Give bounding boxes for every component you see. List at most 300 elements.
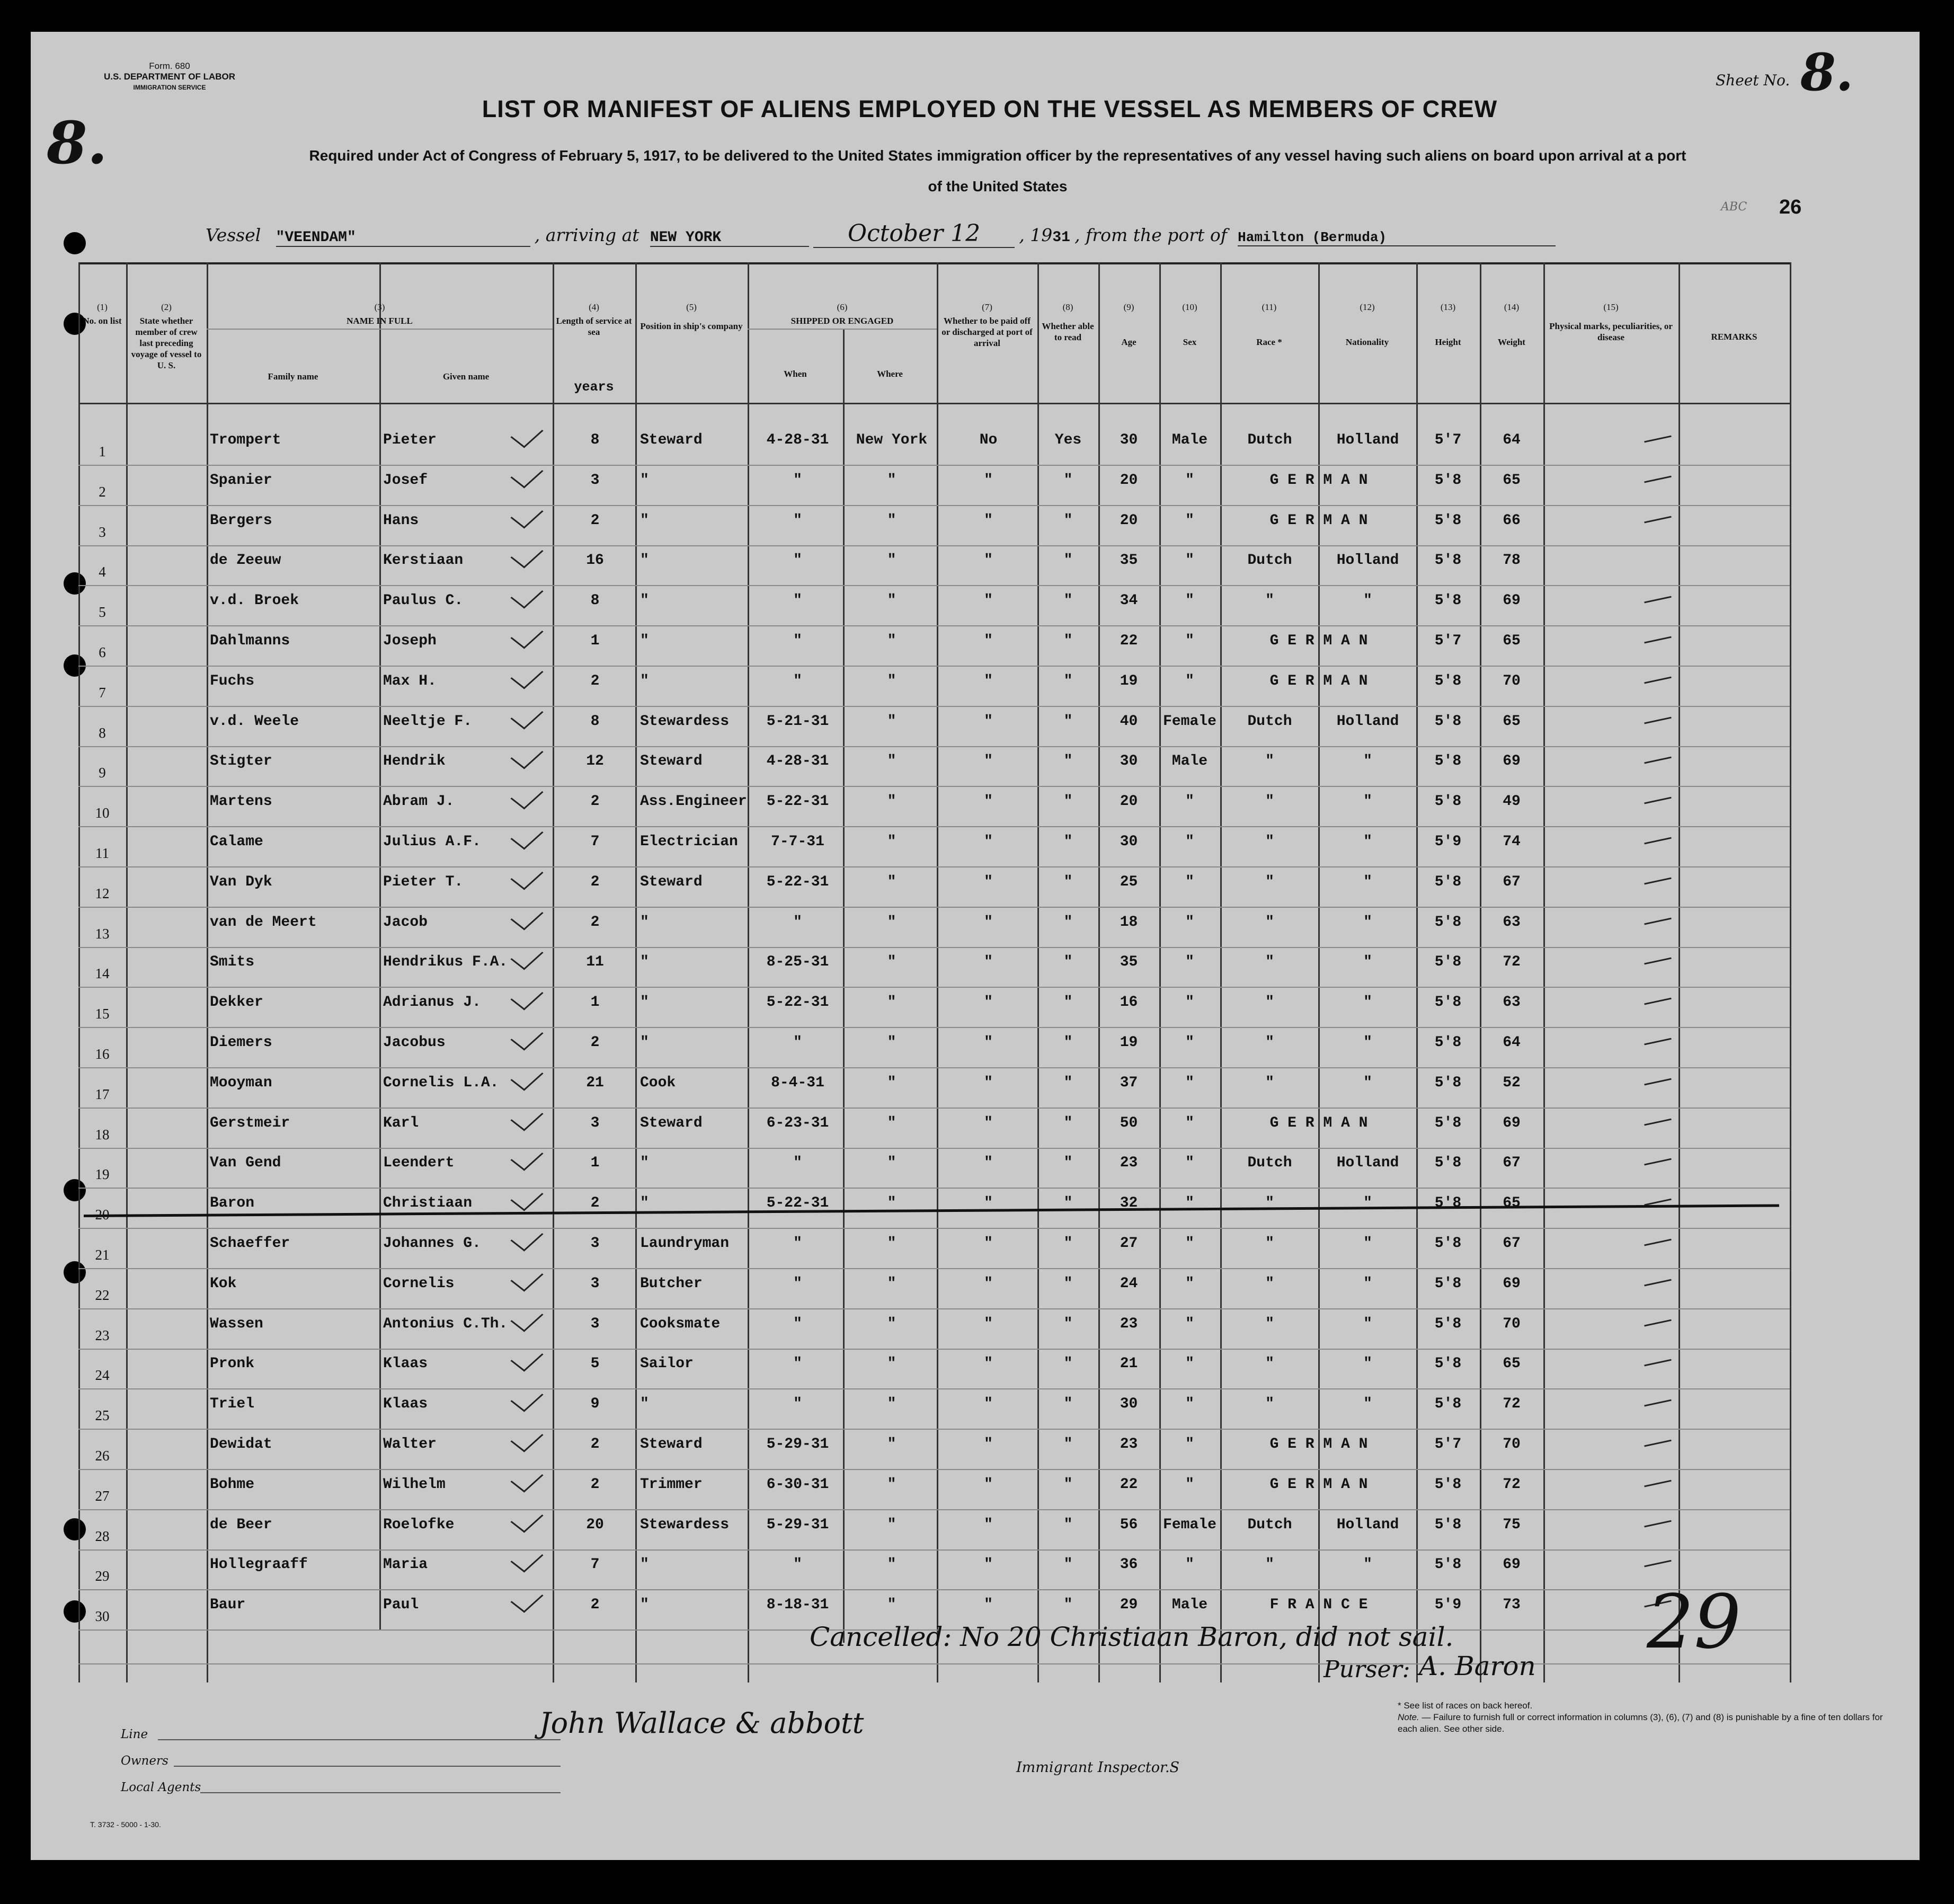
cell-read: " [1063,1396,1073,1413]
form-id-block [101,61,238,93]
cell-weight: 70 [1503,672,1521,689]
cell-where: " [887,1556,896,1573]
cell-race: " [1265,592,1274,609]
header-physical-marks: Physical marks, peculiarities, or disease [1549,321,1673,342]
cell-read: " [1063,1275,1073,1292]
row-number: 10 [95,805,110,821]
physical-marks-dash [1644,1078,1671,1085]
cell-paid: " [984,1155,993,1172]
page-title: LIST OR MANIFEST OF ALIENS EMPLOYED ON THE VESSEL AS MEMBERS OF CREW [482,95,1498,122]
cell-height: 5'8 [1434,1034,1462,1051]
cell-age: 32 [1120,1195,1138,1212]
header-paid-off: Whether to be paid off or discharged at port of arrival [942,316,1033,348]
cell-given: Pieter T. [383,873,464,890]
cell-years: 2 [590,1034,600,1051]
cell-sex: Male [1171,753,1208,770]
cell-read: " [1063,1114,1073,1131]
cell-position: " [640,552,649,569]
cell-given: Karl [383,1114,419,1131]
cell-weight: 66 [1503,512,1521,529]
cell-given: Hans [383,512,419,529]
cell-given: Julius A.F. [383,834,481,850]
row-number: 20 [95,1207,110,1223]
footer-owners-rule [174,1766,561,1767]
cell-family: Van Dyk [210,873,272,890]
physical-marks-dash [1644,917,1671,925]
cell-race: Dutch [1247,713,1292,730]
cell-position: " [640,954,649,971]
cell-sex: " [1185,1315,1194,1332]
cell-family: Spanier [210,472,272,489]
cell-when: 6-23-31 [766,1114,829,1131]
cell-paid: " [984,713,993,730]
row-number: 29 [95,1568,110,1584]
cell-weight: 65 [1503,472,1521,489]
header-shipped-or-engaged: SHIPPED OR ENGAGED [791,316,894,326]
cell-given: Christiaan [383,1195,473,1212]
cell-nationality: " [1363,1356,1372,1372]
cell-when: 5-29-31 [766,1516,829,1533]
cell-family: Bergers [210,512,272,529]
cell-paid: " [984,753,993,770]
row-number: 23 [95,1327,110,1343]
cell-years: 5 [590,1356,600,1372]
row-rule [78,1349,1790,1350]
row-rule [78,1469,1790,1470]
cell-nationality: " [1363,954,1372,971]
header-years-unit: years [574,379,614,395]
cell-position: Butcher [640,1275,703,1292]
cell-age: 35 [1120,954,1138,971]
cell-family: Trompert [210,432,281,448]
row-number: 16 [95,1046,110,1062]
cell-weight: 72 [1503,954,1521,971]
cell-position: " [640,1597,649,1614]
cell-weight: 49 [1503,793,1521,810]
note-text: — Failure to furnish full or correct information in columns (3), (6), (7) and (8) is punishable by a fine of ten dollars for each alien. See other side. [1398,1712,1883,1734]
cell-where: " [887,834,896,850]
cell-age: 20 [1120,793,1138,810]
cell-when: 4-28-31 [766,753,829,770]
page-subtitle-line1: Required under Act of Congress of February 5, 1917, to be delivered to the United States immigration officer by the representatives of any vessel having such aliens on board upon arrival at a port [309,147,1686,164]
cell-race-nationality-merged: G E R M A N [1269,1114,1368,1131]
cell-when: " [793,914,802,931]
cell-family: Gerstmeir [210,1114,290,1131]
cell-height: 5'8 [1434,512,1462,529]
cell-race: " [1265,1556,1274,1573]
footer-line-label: Line [121,1728,148,1741]
cell-read: " [1063,1195,1073,1212]
physical-marks-dash [1644,716,1671,724]
cell-race: Dutch [1247,1516,1292,1533]
check-mark [510,420,543,448]
cell-height: 5'8 [1434,713,1462,730]
col-num: (1) [97,302,108,312]
header-sex: Sex [1183,337,1197,347]
cell-race: Dutch [1247,1155,1292,1172]
cell-height: 5'8 [1434,1155,1462,1172]
cell-read: " [1063,512,1073,529]
cell-years: 3 [590,472,600,489]
cell-weight: 65 [1503,1195,1521,1212]
physical-marks-dash [1644,837,1671,845]
cell-family: Dewidat [210,1436,272,1453]
row-rule [78,1589,1790,1590]
row-number: 18 [95,1126,110,1143]
physical-marks-dash [1644,1440,1671,1447]
physical-marks-dash [1644,1038,1671,1046]
cell-given: Leendert [383,1155,455,1172]
header-no-on-list: No. on list [83,316,122,326]
cell-paid: " [984,1114,993,1131]
year-suffix: 31 [1052,229,1070,246]
cell-where: " [887,1396,896,1413]
cell-nationality: " [1363,1235,1372,1252]
vessel-label: Vessel [206,225,261,245]
cell-position: " [640,512,649,529]
cell-paid: " [984,994,993,1011]
row-rule [78,1388,1790,1389]
cell-family: Bohme [210,1476,255,1493]
cell-position: Stewardess [640,713,730,730]
row-rule [78,1148,1790,1149]
cell-age: 50 [1120,1114,1138,1131]
cell-given: Walter [383,1436,437,1453]
cell-paid: " [984,592,993,609]
row-number: 19 [95,1166,110,1183]
cell-read: " [1063,994,1073,1011]
cell-where: " [887,793,896,810]
cell-when: " [793,1235,802,1252]
cell-nationality: " [1363,1195,1372,1212]
crew-table [78,262,1790,1682]
cell-read: " [1063,753,1073,770]
cell-position: " [640,672,649,689]
cell-paid: " [984,914,993,931]
cell-years: 2 [590,1597,600,1614]
cell-nationality: Holland [1336,1516,1399,1533]
cell-position: Steward [640,1114,703,1131]
row-number: 22 [95,1287,110,1303]
cell-race: " [1265,1315,1274,1332]
cell-years: 21 [586,1074,604,1091]
cell-paid: " [984,1356,993,1372]
cell-years: 7 [590,1556,600,1573]
cell-family: Triel [210,1396,255,1413]
cell-years: 2 [590,672,600,689]
cell-given: Maria [383,1556,428,1573]
cell-age: 37 [1120,1074,1138,1091]
cell-family: de Zeeuw [210,552,281,569]
physical-marks-dash [1644,797,1671,804]
cell-when: " [793,1155,802,1172]
row-rule [78,1108,1790,1109]
cell-weight: 52 [1503,1074,1521,1091]
cell-family: Baron [210,1195,255,1212]
physical-marks-dash [1644,1400,1671,1407]
cell-years: 8 [590,432,600,448]
row-rule [78,947,1790,948]
cell-when: " [793,672,802,689]
col-num: (4) [589,302,599,312]
cell-sex: " [1185,834,1194,850]
cell-height: 5'8 [1434,1516,1462,1533]
cell-position: Electrician [640,834,738,850]
cell-sex: " [1185,914,1194,931]
cell-paid: " [984,1516,993,1533]
cell-when: 8-18-31 [766,1597,829,1614]
cell-years: 3 [590,1315,600,1332]
cell-when: 7-7-31 [771,834,824,850]
cell-family: Fuchs [210,672,255,689]
cell-years: 11 [586,954,604,971]
cell-paid: " [984,793,993,810]
row-rule [78,505,1790,506]
cell-paid: " [984,1235,993,1252]
cell-weight: 65 [1503,713,1521,730]
cell-height: 5'8 [1434,873,1462,890]
cell-race: Dutch [1247,552,1292,569]
row-number: 2 [99,483,106,500]
cell-family: Schaeffer [210,1235,290,1252]
cell-family: Stigter [210,753,272,770]
physical-marks-dash [1644,1239,1671,1246]
inspector-signature: John Wallace & abbott [539,1706,864,1740]
cell-position: " [640,1034,649,1051]
cell-given: Cornelis [383,1275,455,1292]
row-number: 4 [99,564,106,580]
cell-nationality: " [1363,914,1372,931]
cell-sex: " [1185,633,1194,649]
cell-paid: " [984,1476,993,1493]
cell-age: 29 [1120,1597,1138,1614]
departure-port: Hamilton (Bermuda) [1238,229,1556,246]
cell-given: Joseph [383,633,437,649]
cell-height: 5'8 [1434,1476,1462,1493]
cell-when: " [793,1356,802,1372]
cell-race-nationality-merged: G E R M A N [1269,472,1368,489]
cell-position: " [640,994,649,1011]
cell-weight: 75 [1503,1516,1521,1533]
cell-sex: " [1185,1275,1194,1292]
col-num: (15) [1603,302,1619,312]
cell-sex: " [1185,472,1194,489]
cell-read: " [1063,1436,1073,1453]
cell-sex: " [1185,793,1194,810]
col-num: (10) [1182,302,1197,312]
cell-paid: " [984,954,993,971]
physical-marks-dash [1644,636,1671,644]
cell-sex: " [1185,1155,1194,1172]
cell-given: Cornelis L.A. [383,1074,499,1091]
cell-paid: " [984,472,993,489]
cell-paid: " [984,834,993,850]
cell-height: 5'8 [1434,1396,1462,1413]
cell-age: 25 [1120,873,1138,890]
row-rule [78,826,1790,827]
cell-age: 20 [1120,512,1138,529]
cell-sex: " [1185,994,1194,1011]
form-number: Form. 680 [149,61,190,71]
cell-weight: 65 [1503,1356,1521,1372]
cell-age: 22 [1120,1476,1138,1493]
row-rule [78,987,1790,988]
cell-paid: " [984,1396,993,1413]
cell-read: " [1063,713,1073,730]
cell-where: " [887,753,896,770]
row-number: 12 [95,885,110,901]
cell-age: 34 [1120,592,1138,609]
cell-nationality: Holland [1336,713,1399,730]
cell-read: " [1063,1597,1073,1614]
header-where: Where [877,369,903,379]
cell-years: 1 [590,994,600,1011]
footer-owners-label: Owners [121,1754,168,1768]
cell-when: 5-22-31 [766,994,829,1011]
cell-when: " [793,1034,802,1051]
cell-given: Paulus C. [383,592,464,609]
cell-when: " [793,633,802,649]
cell-race: " [1265,753,1274,770]
cell-where: " [887,873,896,890]
cell-years: 2 [590,1436,600,1453]
cell-sex: " [1185,873,1194,890]
sheet-number-label: Sheet No. [1716,72,1790,89]
cell-height: 5'8 [1434,1356,1462,1372]
row-number: 6 [99,644,106,660]
purser-label: Purser: [1324,1656,1410,1683]
row-number: 3 [99,524,106,540]
cell-where: " [887,1114,896,1131]
row-number: 27 [95,1487,110,1504]
cell-family: Kok [210,1275,237,1292]
header-position: Position in ship's company [640,321,743,331]
cell-family: Baur [210,1597,246,1614]
cell-read: " [1063,552,1073,569]
note-label: Note. [1398,1712,1419,1722]
col-num: (8) [1062,302,1073,312]
cell-age: 20 [1120,472,1138,489]
cell-race: " [1265,1356,1274,1372]
cell-age: 40 [1120,713,1138,730]
table-top-border [78,262,1790,264]
cell-race: Dutch [1247,432,1292,448]
cell-given: Klaas [383,1356,428,1372]
cell-race: " [1265,793,1274,810]
cell-position: " [640,1396,649,1413]
cell-age: 23 [1120,1436,1138,1453]
cell-height: 5'8 [1434,914,1462,931]
cell-family: Diemers [210,1034,272,1051]
cell-sex: " [1185,1356,1194,1372]
cell-race: " [1265,1034,1274,1051]
cell-nationality: " [1363,994,1372,1011]
cell-paid: " [984,1034,993,1051]
cell-paid: " [984,1275,993,1292]
cell-years: 2 [590,1195,600,1212]
cell-height: 5'9 [1434,834,1462,850]
cell-paid: " [984,873,993,890]
cell-weight: 73 [1503,1597,1521,1614]
cell-age: 23 [1120,1315,1138,1332]
cell-years: 16 [586,552,604,569]
col-num: (9) [1123,302,1134,312]
cell-weight: 69 [1503,1114,1521,1131]
cell-age: 22 [1120,633,1138,649]
cell-paid: " [984,1597,993,1614]
cell-read: " [1063,1315,1073,1332]
cell-years: 2 [590,512,600,529]
physical-marks-dash [1644,877,1671,884]
row-number: 9 [99,765,106,781]
form-code: T. 3732 - 5000 - 1-30. [90,1820,161,1829]
row-number: 15 [95,1006,110,1022]
cell-height: 5'8 [1434,592,1462,609]
cell-sex: Male [1171,432,1208,448]
col-num: (3) [374,302,385,312]
cell-paid: " [984,552,993,569]
cell-where: " [887,633,896,649]
row-number: 7 [99,684,106,701]
note-fine [1398,1712,1896,1735]
cell-position: Steward [640,753,703,770]
row-rule [78,907,1790,908]
cell-race: " [1265,1235,1274,1252]
cell-sex: " [1185,1436,1194,1453]
cell-years: 1 [590,1155,600,1172]
cell-years: 8 [590,713,600,730]
row-rule [78,1429,1790,1430]
cell-height: 5'8 [1434,1556,1462,1573]
cell-where: " [887,1436,896,1453]
form-department: U.S. DEPARTMENT OF LABOR [103,72,236,82]
cell-family: de Beer [210,1516,272,1533]
cell-family: van de Meert [210,914,317,931]
cell-where: " [887,994,896,1011]
row-rule [78,1027,1790,1028]
cell-family: Wassen [210,1315,263,1332]
cell-when: 6-30-31 [766,1476,829,1493]
cell-weight: 67 [1503,1235,1521,1252]
cell-height: 5'8 [1434,793,1462,810]
header-family-name: Family name [268,371,318,382]
cell-family: Hollegraaff [210,1556,308,1573]
cell-where: " [887,954,896,971]
cell-race: " [1265,1195,1274,1212]
cell-when: 5-29-31 [766,1436,829,1453]
cell-paid: " [984,672,993,689]
cell-position: Steward [640,873,703,890]
cell-sex: " [1185,512,1194,529]
header-height: Height [1435,337,1461,347]
cell-sex: " [1185,1114,1194,1131]
cell-nationality: Holland [1336,1155,1399,1172]
cell-given: Neeltje F. [383,713,473,730]
cell-sex: " [1185,1034,1194,1051]
cell-when: 5-21-31 [766,713,829,730]
manifest-sheet [31,32,1920,1860]
cell-height: 5'8 [1434,1114,1462,1131]
cell-given: Hendrik [383,753,446,770]
cell-read: " [1063,873,1073,890]
cell-when: " [793,1315,802,1332]
cell-nationality: " [1363,873,1372,890]
cell-age: 35 [1120,552,1138,569]
form-service: IMMIGRATION SERVICE [133,84,206,91]
cell-years: 3 [590,1275,600,1292]
physical-marks-dash [1644,757,1671,764]
cell-position: Sailor [640,1356,694,1372]
